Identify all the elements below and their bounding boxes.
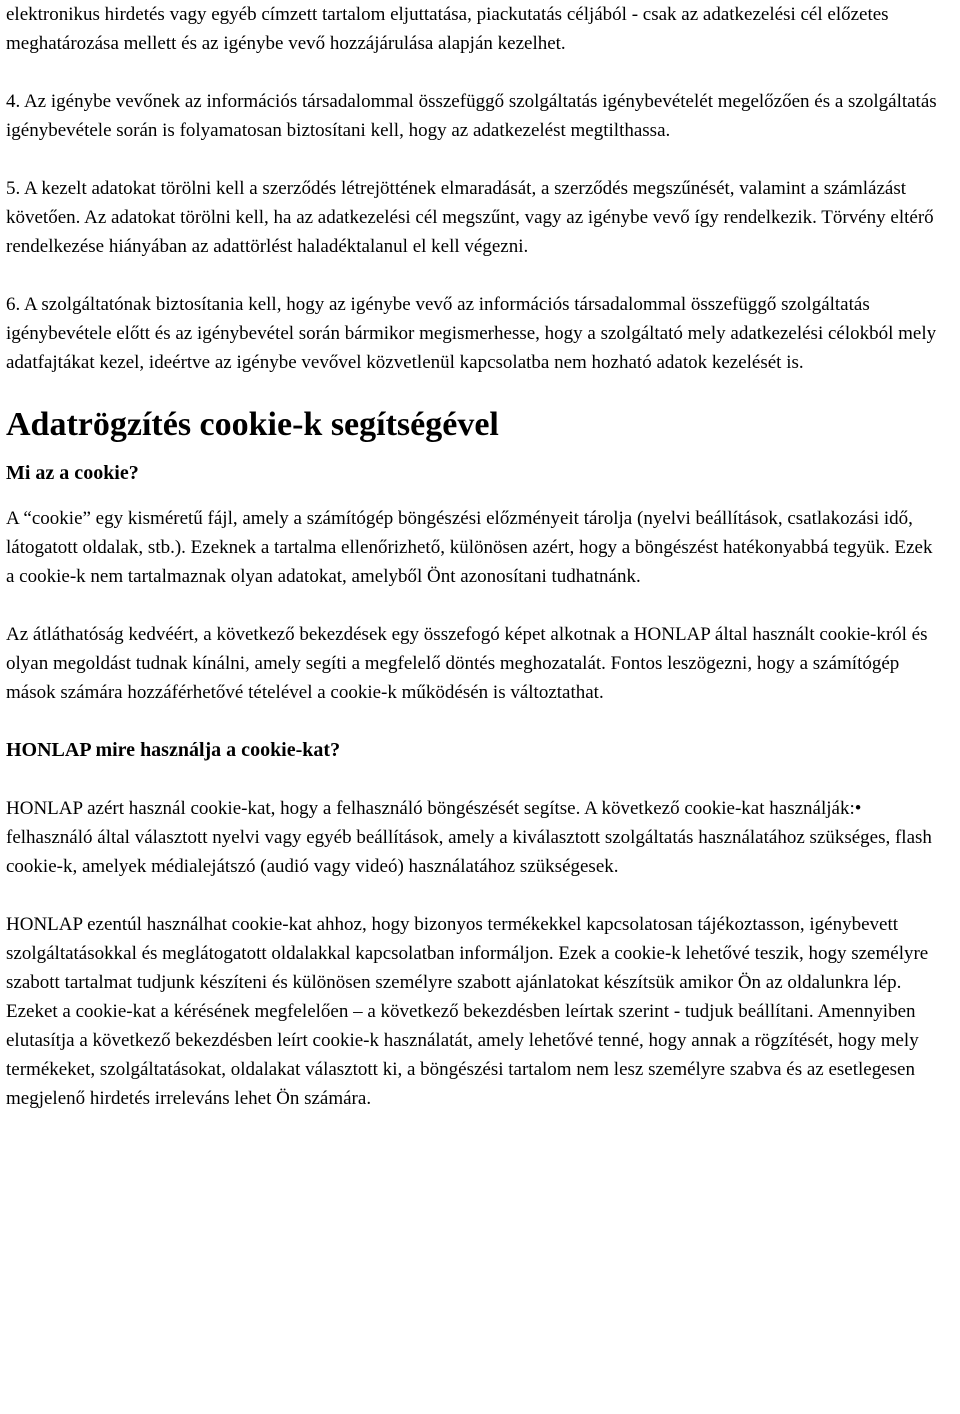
section-title: Adatrögzítés cookie-k segítségével (6, 406, 499, 443)
paragraph-point-4: 4. Az igénybe vevőnek az információs társadalommal összefüggő szolgáltatás igénybevételét megelőzően és a szolgáltatás igénybevétele során is folyamatosan biztosítani kell, hogy az adatkezelést megtilthassa. (6, 91, 937, 141)
spacer (6, 881, 944, 910)
paragraph-point-6: 6. A szolgáltatónak biztosítania kell, hogy az igénybe vevő az információs társadalommal összefüggő szolgáltatás igénybevétele előtt és az igénybevétel során bármikor megismerhesse, hogy a szolgáltató mely adatkezelési célokból mely adatfajtákat kezel, ideértve az igénybe vevővel közvetlenül kapcsolatba nem hozható adatok kezelését is. (6, 294, 937, 373)
subheading-what-is-cookie: Mi az a cookie? (6, 462, 139, 484)
paragraph-point-5: 5. A kezelt adatokat törölni kell a szerződés létrejöttének elmaradását, a szerződés megszűnését, valamint a számlázást követően. Az adatokat törölni kell, ha az adatkezelési cél megszűnt, vagy az igénybe vevő így rendelkezik. Törvény eltérő rendelkezése hiányában az adattörlést haladéktalanul el kell végezni. (6, 178, 934, 257)
spacer (6, 145, 944, 174)
paragraph-cookie-usage: HONLAP azért használ cookie-kat, hogy a felhasználó böngészését segítse. A következő cookie-kat használják:• felhasználó által választott nyelvi vagy egyéb beállítások, amely a kiválasztott szolgáltatás használatához szükséges, flash cookie-k, amelyek médialejátszó (audió vagy videó) használatához szükségesek. (6, 798, 932, 877)
spacer (6, 591, 944, 620)
paragraph-cookie-transparency: Az átláthatóság kedvéért, a következő bekezdések egy összefogó képet alkotnak a HONLAP által használt cookie-król és olyan megoldást tudnak kínálni, amely segíti a megfelelő döntés meghozatalát. Fontos leszögezni, hogy a számítógép mások számára hozzáférhetővé tételével a cookie-k működésén is változtathat. (6, 624, 928, 703)
spacer (6, 445, 944, 459)
spacer (6, 488, 944, 504)
paragraph-cookie-personalization: HONLAP ezentúl használhat cookie-kat ahhoz, hogy bizonyos termékekkel kapcsolatosan tájékoztasson, igénybevett szolgáltatásokkal és meglátogatott oldalakkal kapcsolatban informáljon. Ezek a cookie-k lehetővé teszik, hogy személyre szabott tartalmat tudjunk készíteni és különösen személyre szabott ajánlatokat készítsük amikor Ön az oldalunkra lép. Ezeket a cookie-kat a kérésének megfelelően – a következő bekezdésben leírtak szerint - tudjuk beállítani. Amennyiben elutasítja a következő bekezdésben leírt cookie-k használatát, amely lehetővé tenné, hogy annak a rögzítését, hogy mely termékeket, szolgáltatásokat, oldalakat választott ki, a böngészési tartalom nem lesz személyre szabva és az esetlegesen megjelenő hirdetés irreleváns lehet Ön számára. (6, 914, 929, 1109)
spacer (6, 58, 944, 87)
paragraph-continuation: elektronikus hirdetés vagy egyéb címzett tartalom eljuttatása, piackutatás céljából - csak az adatkezelési cél előzetes meghatározása mellett és az igénybe vevő hozzájárulása alapján kezelhet. (6, 4, 889, 54)
spacer (6, 377, 944, 395)
subheading-cookie-usage: HONLAP mire használja a cookie-kat? (6, 739, 341, 761)
spacer (6, 707, 944, 736)
spacer (6, 765, 944, 794)
spacer (6, 261, 944, 290)
paragraph-cookie-definition: A “cookie” egy kisméretű fájl, amely a számítógép böngészési előzményeit tárolja (nyelvi beállítások, csatlakozási idő, látogatott oldalak, stb.). Ezeknek a tartalma ellenőrizhető, különösen azért, hogy a böngészést hatékonyabbá tegyük. Ezek a cookie-k nem tartalmaznak olyan adatokat, amelyből Önt azonosítani tudhatnánk. (6, 508, 933, 587)
